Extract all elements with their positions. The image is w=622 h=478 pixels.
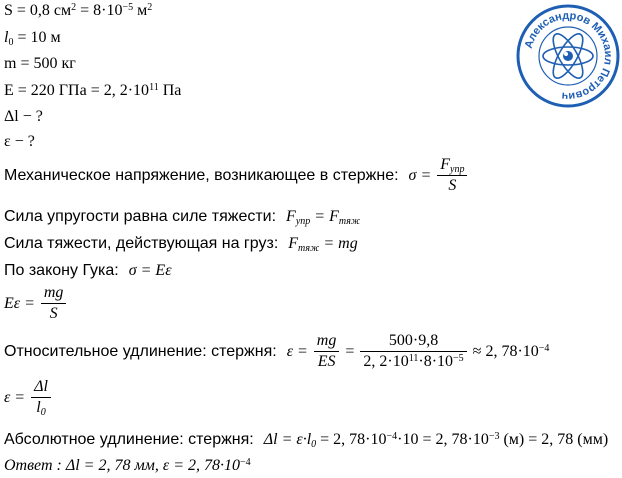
stamp-text: Александров Михаил Петрович: [522, 9, 615, 103]
given-eps: ε − ?: [4, 133, 35, 150]
given-area: [4, 2, 152, 20]
stress-fraction: $\frac{F_{упр}}{S}$: [437, 156, 467, 196]
rel-fraction-1: $\frac{mg}{ES}$: [314, 332, 340, 372]
rel-line: Относительное удлинение: стержня: ε = $\frac{mg}{ES}$ = $\frac{500\cdot 9,8}{2, 2\cdot 10^{11}\cdot 8\cdot 10^{-5}}$ ≈ 2, $78\cdot 10^{-4}$: [4, 332, 550, 371]
stress-lhs: σ =: [408, 166, 432, 184]
elastic-text: Сила упругости равна силе тяжести:: [4, 208, 277, 225]
given-dl: Δl − ?: [4, 108, 43, 125]
abs-line: Абсолютное удлинение: стержня: $\Delta l = \varepsilon\cdot l_0 = 2$, $78\cdot 10^{-4}\cdot 10 = 2$, $78\cdot 10^{-3}$ (м) = 2, 78 (мм): [4, 431, 609, 450]
eeps-fraction: $\frac{mg}{S}$: [41, 284, 67, 324]
stress-line: [4, 156, 469, 196]
hooke-text: По закону Гука:: [4, 262, 119, 279]
hooke-line: [4, 262, 172, 280]
eeps-line: Eε = $\frac{mg}{S}$: [4, 284, 68, 324]
epsdef-line: ε = $\frac{\Delta l}{l_0}$: [4, 378, 53, 418]
atom-seal-icon: [516, 4, 620, 108]
gravity-line: Сила тяжести, действующая на груз: $F_{тяж}$ = mg: [4, 235, 358, 254]
epsdef-fraction: $\frac{\Delta l}{l_0}$: [31, 378, 51, 418]
elastic-line: Сила упругости равна силе тяжести: $F_{упр} = F_{тяж}$: [4, 208, 361, 227]
given-E: E = 220 ГПа = 2, $2\cdot 10^{11}$ Па: [4, 82, 182, 99]
given-S: S = 0,8 $см^2 = 8\cdot 10^{-5}$ $м^2$: [4, 2, 153, 19]
hooke-formula: σ = Eε: [128, 262, 172, 279]
given-l0: $l_0 = 10$ м: [4, 29, 61, 48]
answer-label: Ответ: [4, 457, 53, 474]
rel-approx: ≈ 2, $78\cdot 10^{-4}$: [472, 342, 550, 360]
rel-fraction-2: $\frac{500\cdot 9,8}{2, 2\cdot 10^{11}\cdot 8\cdot 10^{-5}}$: [360, 332, 466, 372]
answer-line: Ответ : Δl = 2, 78 мм, ε = 2, $78\cdot 10^{-4}$: [4, 457, 251, 474]
gravity-text: Сила тяжести, действующая на груз:: [4, 235, 279, 252]
author-stamp: [516, 4, 620, 108]
abs-text: Абсолютное удлинение: стержня:: [4, 431, 254, 448]
given-m: m = 500 кг: [4, 55, 76, 72]
stress-text: Механическое напряжение, возникающее в стержне:: [4, 166, 399, 184]
rel-text: Относительное удлинение: стержня:: [4, 342, 277, 360]
